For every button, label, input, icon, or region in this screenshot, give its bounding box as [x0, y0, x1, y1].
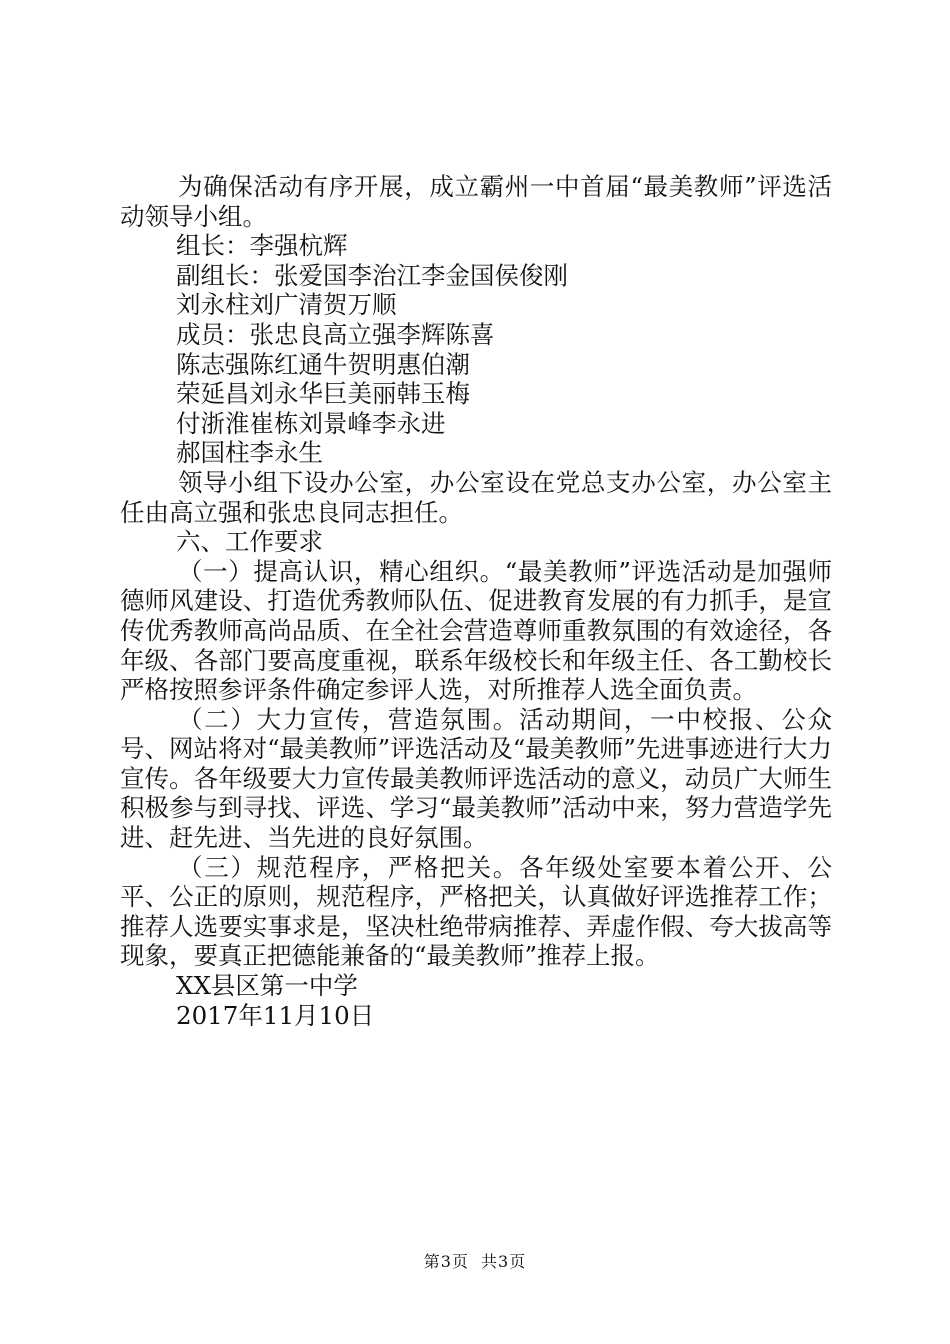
- section-heading-six: 六、工作要求: [176, 527, 323, 557]
- deputy-leader-cont-line: 刘永柱刘广清贺万顺: [176, 290, 397, 320]
- signature-organization: XX县区第一中学: [176, 971, 358, 1001]
- requirement-3-paragraph: （三）规范程序，严格把关。各年级处室要本着公开、公平、公正的原则，规范程序，严格把关，认真做好评选推荐工作；推荐人选要实事求是，坚决杜绝带病推荐、弄虚作假、夸大拔高等现象，要真正把德能兼备的“最美教师”推荐上报。: [120, 852, 832, 971]
- deputy-leader-line: 副组长：张爱国李治江李金国侯俊刚: [176, 260, 568, 290]
- page-number: 第3页: [423, 1252, 469, 1271]
- page-footer: [0, 1252, 950, 1272]
- document-body: [120, 172, 832, 1030]
- members-cont-line-1: 陈志强陈红通牛贺明惠伯潮: [176, 349, 470, 379]
- requirement-2-paragraph: （二）大力宣传，营造氛围。活动期间，一中校报、公众号、网站将对“最美教师”评选活动及“最美教师”先进事迹进行大力宣传。各年级要大力宣传最美教师评选活动的意义，动员广大师生积极参与到寻找、评选、学习“最美教师”活动中来，努力营造学先进、赶先进、当先进的良好氛围。: [120, 704, 832, 853]
- page-total: 共3页: [481, 1252, 527, 1271]
- group-leader-line: 组长：李强杭辉: [176, 231, 348, 261]
- members-cont-line-2: 荣延昌刘永华巨美丽韩玉梅: [176, 379, 470, 409]
- requirement-1-paragraph: （一）提高认识，精心组织。“最美教师”评选活动是加强师德师风建设、打造优秀教师队伍、促进教育发展的有力抓手，是宣传优秀教师高尚品质、在全社会营造尊师重教氛围的有效途径，各年级、各部门要高度重视，联系年级校长和年级主任、各工勤校长严格按照参评条件确定参评人选，对所推荐人选全面负责。: [120, 556, 832, 705]
- intro-paragraph: 为确保活动有序开展，成立霸州一中首届“最美教师”评选活动领导小组。: [120, 172, 832, 231]
- office-paragraph: 领导小组下设办公室，办公室设在党总支办公室，办公室主任由高立强和张忠良同志担任。: [120, 467, 832, 527]
- members-cont-line-3: 付浙淮崔栋刘景峰李永进: [176, 408, 446, 438]
- members-cont-line-4: 郝国柱李永生: [176, 438, 323, 468]
- signature-date: 2017年11月10日: [176, 1000, 375, 1030]
- members-line: 成员：张忠良高立强李辉陈喜: [176, 319, 495, 349]
